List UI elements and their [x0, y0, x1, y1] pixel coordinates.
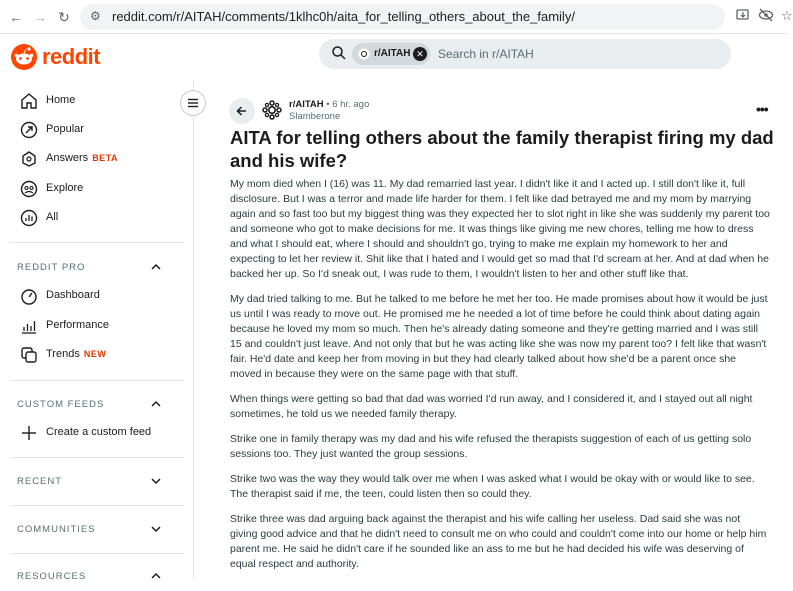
subreddit-filter-chip[interactable]	[352, 43, 430, 65]
post-paragraph: My dad tried talking to me. But he talked to me before he met her too. He made promises about how it would be just us until I was ready to move out. He promised me he needed a lot of time before he could think about dating again because he loved my mom so much. Then he's already dating someone and they're getting married and I was still 15 and couldn't just leave. And not only that but he was acting like she was now my parent too? I felt like that wasn't fair. He'd date and keep her from moving in but they had clearly talked about how she'd be a parent once she moved in because they were on the same page with that stuff.	[230, 293, 768, 380]
sidebar-item-explore[interactable]	[0, 174, 193, 204]
communities-section-header[interactable]	[0, 514, 193, 544]
eye-off-icon[interactable]	[758, 8, 774, 22]
chevron-down-icon	[150, 475, 162, 487]
performance-icon	[20, 317, 38, 335]
collapse-sidebar-button[interactable]	[180, 90, 206, 116]
sidebar-item-label: Create a custom feed	[46, 426, 152, 438]
sidebar-item-home[interactable]	[0, 86, 193, 116]
sidebar-divider	[10, 380, 184, 381]
section-label: CUSTOM FEEDS	[17, 399, 105, 410]
post-paragraph: When things were getting so bad that dad was worried I'd run away, and I considered it, and I stayed out all night sometimes, he told us we needed family therapy.	[230, 393, 753, 420]
recent-section-header[interactable]	[0, 466, 193, 496]
section-label: COMMUNITIES	[17, 524, 96, 535]
post-time: • 6 hr. ago	[326, 99, 370, 110]
explore-icon	[20, 180, 38, 198]
sidebar-item-label: Home	[46, 94, 76, 106]
sidebar-divider	[10, 553, 184, 554]
popular-icon	[20, 121, 38, 139]
subreddit-avatar-icon[interactable]	[261, 99, 283, 121]
subreddit-link[interactable]: r/AITAH	[289, 99, 324, 110]
subreddit-icon	[358, 48, 370, 60]
reddit-pro-section-header[interactable]	[0, 252, 193, 282]
sidebar-item-label: Dashboard	[46, 289, 100, 301]
sidebar-item-performance[interactable]	[0, 311, 193, 341]
search-input[interactable]: Search in r/AITAH	[438, 47, 534, 61]
sidebar-item-answers[interactable]	[0, 144, 193, 174]
new-badge: NEW	[83, 349, 107, 359]
reload-icon[interactable]: ↻	[58, 9, 70, 25]
chevron-up-icon	[150, 570, 162, 582]
chip-label: r/AITAH	[374, 48, 411, 59]
sidebar-item-popular[interactable]	[0, 115, 193, 145]
back-button[interactable]	[229, 98, 255, 124]
sidebar-divider	[10, 242, 184, 243]
more-options-icon[interactable]: •••	[756, 101, 768, 117]
post-paragraph: My mom died when I (16) was 11. My dad remarried last year. I didn't like it and I acted up. I still don't like it, full disclosure. But I was a terror and made life harder for them. I felt like dad betrayed me and my mom by marrying again and so fast too but my biggest thing was they expected her to slot right in like she was suddenly my parent too and someone who got to make decisions for me. It was things like giving me new chores, telling me how to dress and what I should eat, where I should and shouldn't go, trying to make me explain my homework to her and expecting to let her review it. Shit like that I hated and I would get so mad that I'd scream at her. And at dad when he backed her up. So I'd sneak out, I was rude to them, I wouldn't listen to her and other stuff like that.	[230, 178, 770, 280]
section-label: REDDIT PRO	[17, 262, 86, 273]
custom-feeds-section-header[interactable]	[0, 389, 193, 419]
post-body	[230, 177, 770, 582]
search-bar[interactable]	[319, 39, 731, 69]
chevron-up-icon	[150, 261, 162, 273]
chevron-down-icon	[150, 523, 162, 535]
bookmark-star-icon[interactable]: ☆	[781, 8, 793, 23]
post-paragraph: Strike three was dad arguing back against the therapist and his wife calling her useless. Dad said she was not giving good advice and that he didn't need to consult me on who could and couldn't come into our home or help him parent me. He said he didn't care if he sounded like an ass to me but he had decided his wife was deserving of equal respect and authority.	[230, 513, 767, 570]
sidebar-item-label: Popular	[46, 123, 84, 135]
clear-chip-icon[interactable]: ✕	[413, 47, 427, 61]
chevron-up-icon	[150, 398, 162, 410]
post-paragraph: Strike two was the way they would talk over me when I was asked what I would be okay with or would like to see. The therapist said if me, the teen, could listen then so could they.	[230, 473, 755, 500]
sidebar-item-label: Answers	[46, 152, 89, 164]
hamburger-menu-icon	[181, 91, 205, 115]
reddit-logo-icon[interactable]	[10, 43, 38, 71]
trends-icon	[20, 346, 38, 364]
plus-icon	[20, 424, 38, 442]
post-paragraph: Strike one in family therapy was my dad and his wife refused the therapists suggestion of each of us getting solo sessions too. They just wanted the group sessions.	[230, 433, 752, 460]
sidebar-item-label: All	[46, 211, 59, 223]
home-icon	[20, 92, 38, 110]
left-sidebar	[0, 80, 194, 582]
install-app-icon[interactable]	[736, 8, 750, 22]
sidebar-item-label: Explore	[46, 182, 84, 194]
answers-icon	[20, 150, 38, 168]
create-custom-feed-button[interactable]	[0, 418, 193, 448]
sidebar-item-all[interactable]	[0, 203, 193, 233]
sidebar-divider	[10, 505, 184, 506]
post-title: AITA for telling others about the family therapist firing my dad and his wife?	[230, 127, 774, 171]
resources-section-header[interactable]	[0, 561, 193, 591]
search-icon	[331, 45, 347, 61]
section-label: RECENT	[17, 476, 63, 487]
post-author[interactable]: Slamberone	[289, 111, 341, 122]
sidebar-item-label: Trends	[46, 348, 80, 360]
sidebar-item-dashboard[interactable]	[0, 281, 193, 311]
dashboard-icon	[20, 287, 38, 305]
sidebar-item-trends[interactable]	[0, 340, 193, 370]
back-arrow-icon[interactable]: ←	[9, 9, 23, 25]
url-text[interactable]: reddit.com/r/AITAH/comments/1klhc0h/aita_for_telling_others_about_the_family/	[112, 9, 575, 24]
post-meta	[289, 99, 369, 110]
forward-arrow-icon[interactable]: →	[33, 9, 47, 25]
address-bar[interactable]	[80, 4, 725, 30]
sidebar-item-label: Performance	[46, 319, 109, 331]
reddit-header	[0, 34, 788, 80]
site-settings-icon[interactable]: ⚙	[90, 9, 101, 23]
sidebar-divider	[10, 457, 184, 458]
section-label: RESOURCES	[17, 571, 87, 582]
all-icon	[20, 209, 38, 227]
browser-toolbar	[0, 0, 793, 34]
back-arrow-icon	[229, 98, 255, 124]
beta-badge: BETA	[92, 153, 119, 163]
reddit-wordmark[interactable]: reddit	[42, 44, 101, 69]
